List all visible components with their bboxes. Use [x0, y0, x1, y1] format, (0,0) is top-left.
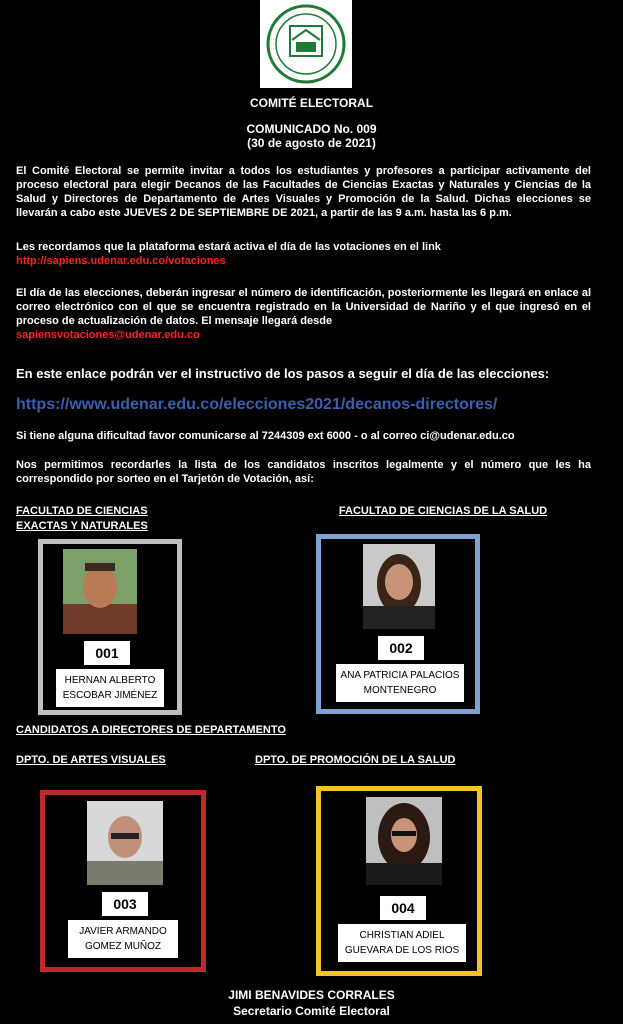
- dept-promocion-heading: DPTO. DE PROMOCIÓN DE LA SALUD: [255, 754, 456, 766]
- university-seal-logo: [260, 0, 352, 88]
- communique-number: COMUNICADO No. 009: [246, 122, 377, 136]
- platform-text: Les recordamos que la plataforma estará activa el día de las votaciones en el link: [16, 241, 441, 253]
- candidate-card-002: [316, 534, 480, 714]
- candidate-photo-002: [363, 544, 435, 629]
- candidate-card-003: [40, 790, 206, 972]
- invitation-paragraph: El Comité Electoral se permite invitar a todos los estudiantes y profesores a participar activamente del proceso electoral para elegir Decanos de las Facultades de Ciencias Exactas y Naturales y Ciencias de la Salud y Directores de Departamento de Artes Visuales y Promoción de la Salud. Dichas elecciones se llevarán a cabo este JUEVES 2 DE SEPTIEMBRE DE 2021, a partir de las 9 a.m. hasta las 6 p.m.: [16, 165, 591, 219]
- candidate-name-002: ANA PATRICIA PALACIOS MONTENEGRO: [335, 663, 465, 703]
- directors-heading: CANDIDATOS A DIRECTORES DE DEPARTAMENTO: [16, 724, 286, 736]
- committee-title: COMITÉ ELECTORAL: [249, 96, 374, 110]
- reminder-paragraph: Nos permitimos recordarles la lista de los candidatos inscritos legalmente y el número que les ha correspondido por sorteo en el Tarjetón de Votación, así:: [16, 459, 591, 485]
- election-day-text: El día de las elecciones, deberán ingresar el número de identificación, posteriormente les llegará en enlace al correo electrónico con el que se encuentra registrado en la Universidad de Nariño y el que ingresó en el proceso de actualización de datos. El mensaje llegará desde: [16, 287, 591, 327]
- signature-name: JIMI BENAVIDES CORRALES: [228, 988, 395, 1002]
- communique-date: (30 de agosto de 2021): [247, 136, 376, 150]
- instructions-link[interactable]: https://www.udenar.edu.co/elecciones2021/decanos-directores/: [16, 396, 498, 413]
- candidate-card-004: [316, 786, 482, 976]
- candidate-card-001: [38, 539, 182, 715]
- voting-platform-link[interactable]: http://sapiens.udenar.edu.co/votaciones: [16, 255, 226, 267]
- candidate-name-003: JAVIER ARMANDO GOMEZ MUÑOZ: [67, 919, 179, 959]
- faculty-salud-heading: FACULTAD DE CIENCIAS DE LA SALUD: [338, 505, 548, 517]
- dept-artes-heading: DPTO. DE ARTES VISUALES: [16, 754, 166, 766]
- signature-role: Secretario Comité Electoral: [233, 1004, 390, 1018]
- candidate-number-003: 003: [101, 891, 149, 917]
- candidate-photo-004: [366, 797, 442, 885]
- sender-email-link[interactable]: sapiensvotaciones@udenar.edu.co: [16, 329, 200, 341]
- instructions-text: En este enlace podrán ver el instructivo de los pasos a seguir el día de las elecciones:: [16, 366, 550, 381]
- candidate-number-002: 002: [377, 635, 425, 661]
- contact-text: Si tiene alguna dificultad favor comunicarse al 7244309 ext 6000 - o al correo ci@udenar.edu.co: [16, 430, 515, 442]
- election-day-paragraph: [16, 286, 591, 342]
- faculty-exactas-heading: FACULTAD DE CIENCIAS EXACTAS Y NATURALES: [16, 505, 148, 532]
- candidate-photo-001: [63, 549, 137, 634]
- candidate-photo-003: [87, 801, 163, 885]
- candidate-number-001: 001: [83, 640, 131, 666]
- platform-paragraph: [16, 240, 591, 268]
- candidate-number-004: 004: [379, 895, 427, 921]
- candidate-name-004: CHRISTIAN ADIEL GUEVARA DE LOS RIOS: [337, 923, 467, 963]
- candidate-name-001: HERNAN ALBERTO ESCOBAR JIMÉNEZ: [55, 668, 165, 708]
